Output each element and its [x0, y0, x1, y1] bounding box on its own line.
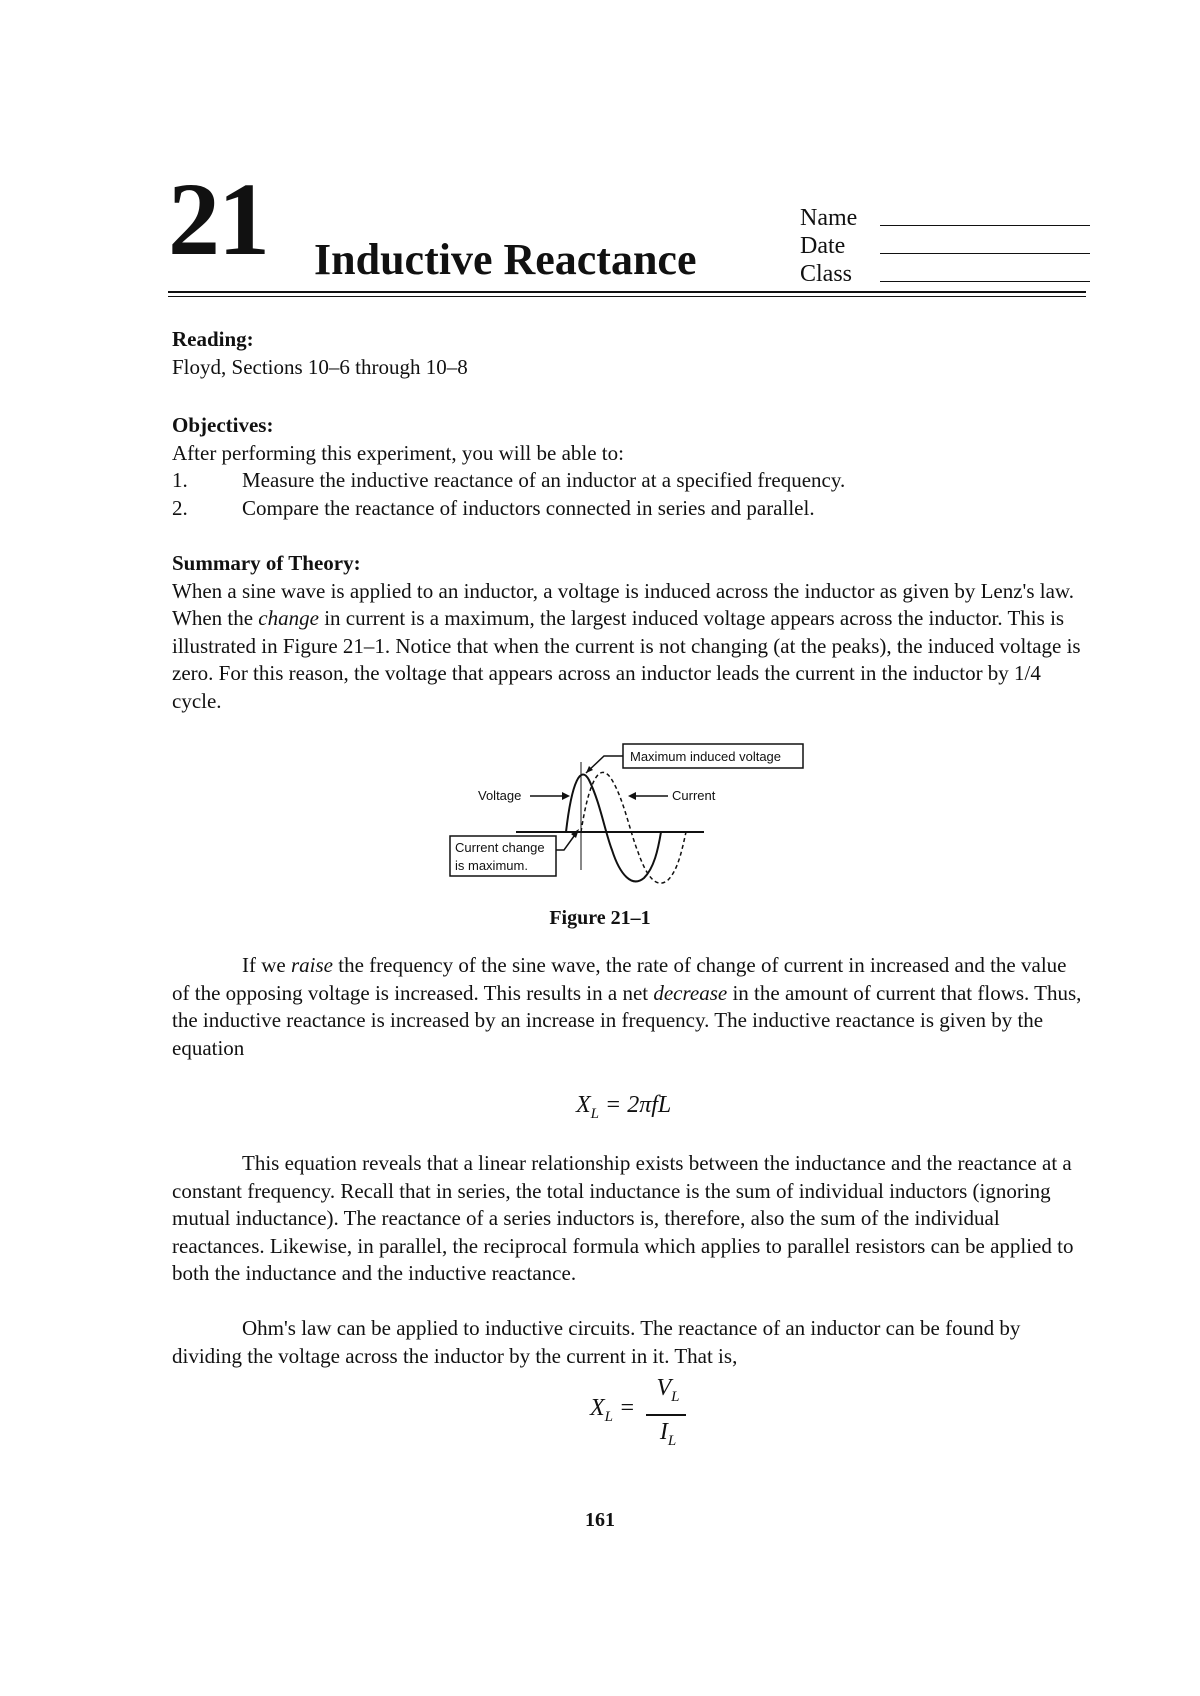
- ohms-law-paragraph: Ohm's law can be applied to inductive circuits. The reactance of an inductor can be found by dividing the voltage across the inductor by the current in it. That is,: [172, 1316, 1021, 1368]
- chapter-number: 21: [168, 162, 268, 277]
- objectives-heading: Objectives:: [172, 413, 274, 437]
- class-field[interactable]: [800, 260, 1090, 288]
- name-blank[interactable]: [880, 225, 1090, 226]
- current-change-label: is maximum.: [455, 858, 528, 873]
- current-change-label: Current change: [455, 840, 545, 855]
- objectives-section: [172, 412, 1084, 522]
- arrowhead: [628, 792, 636, 800]
- date-field[interactable]: [800, 232, 1090, 260]
- voltage-curve: [566, 774, 661, 881]
- name-field[interactable]: [800, 204, 1090, 232]
- reading-heading: Reading:: [172, 327, 254, 351]
- theory-section: [172, 550, 1084, 715]
- class-label: Class: [800, 261, 853, 287]
- figure-caption: Figure 21–1: [549, 907, 651, 929]
- page-number: 161: [585, 1509, 615, 1531]
- figure-21-1: [440, 740, 820, 910]
- fraction-bar: [646, 1414, 686, 1416]
- class-blank[interactable]: [880, 281, 1090, 282]
- date-blank[interactable]: [880, 253, 1090, 254]
- ohms-law-equation: [590, 1375, 680, 1449]
- arrowhead: [562, 792, 570, 800]
- objective-item: [172, 495, 1084, 523]
- voltage-label: Voltage: [478, 788, 522, 803]
- student-info-fields: [800, 204, 1090, 288]
- name-label: Name: [800, 205, 858, 231]
- date-label: Date: [800, 233, 846, 259]
- reactance-equation: $X_L = 2\pi fL$: [576, 1092, 672, 1122]
- objective-text: Measure the inductive reactance of an inductor at a specified frequency.: [242, 468, 846, 492]
- equation-numerator: $V_L$: [656, 1375, 680, 1405]
- emphasis-raise: raise: [290, 953, 333, 977]
- equation-lhs: $X_L$ =: [590, 1395, 636, 1425]
- theory-heading: Summary of Theory:: [172, 551, 361, 575]
- header-rule: [168, 291, 1086, 293]
- objective-number: 2.: [172, 495, 188, 520]
- chapter-title: Inductive Reactance: [314, 235, 697, 284]
- objective-text: Compare the reactance of inductors connected in series and parallel.: [242, 495, 815, 520]
- max-voltage-label: Maximum induced voltage: [630, 749, 782, 764]
- objective-item: [172, 467, 1084, 495]
- equation-denominator: $I_L$: [659, 1419, 677, 1449]
- series-parallel-paragraph: This equation reveals that a linear relationship exists between the inductance and the reactance at a constant frequency. Recall that in series, the total inductance is the sum of individual inductors (ignoring mutual inductance). The reactance of a series inductors is, therefore, also the sum of the individual reactances. Likewise, in parallel, the reciprocal formula which applies to parallel resistors can be applied to both the inductance and the inductive reactance.: [172, 1151, 1074, 1285]
- header-rule-thin: [168, 296, 1086, 297]
- emphasis-change: change: [258, 606, 319, 630]
- objectives-intro: After performing this experiment, you will be able to:: [172, 440, 624, 465]
- arrowhead: [571, 829, 579, 838]
- emphasis-decrease: decrease: [653, 980, 728, 1005]
- frequency-paragraph: If we raise the frequency of the sine wave, the rate of change of current in increased and the value of the opposing voltage is increased. This results in a net decrease in the amount of current that flows. Thus, the inductive reactance is increased by an increase in frequency. The inductive reactance is given by the equation: [172, 953, 1082, 1060]
- current-curve: [581, 772, 686, 883]
- reading-section: [172, 326, 1084, 381]
- theory-paragraph: When a sine wave is applied to an inductor, a voltage is induced across the inductor as given by Lenz's law. When the change in current is a maximum, the largest induced voltage appears across the inductor. This is illustrated in Figure 21–1. Notice that when the current is not changing (at the peaks), the induced voltage is zero. For this reason, the voltage that appears across an inductor leads the current in the inductor by 1/4 cycle.: [172, 578, 1081, 713]
- objective-number: 1.: [172, 468, 188, 492]
- reading-text: Floyd, Sections 10–6 through 10–8: [172, 354, 468, 379]
- current-label: Current: [672, 788, 716, 803]
